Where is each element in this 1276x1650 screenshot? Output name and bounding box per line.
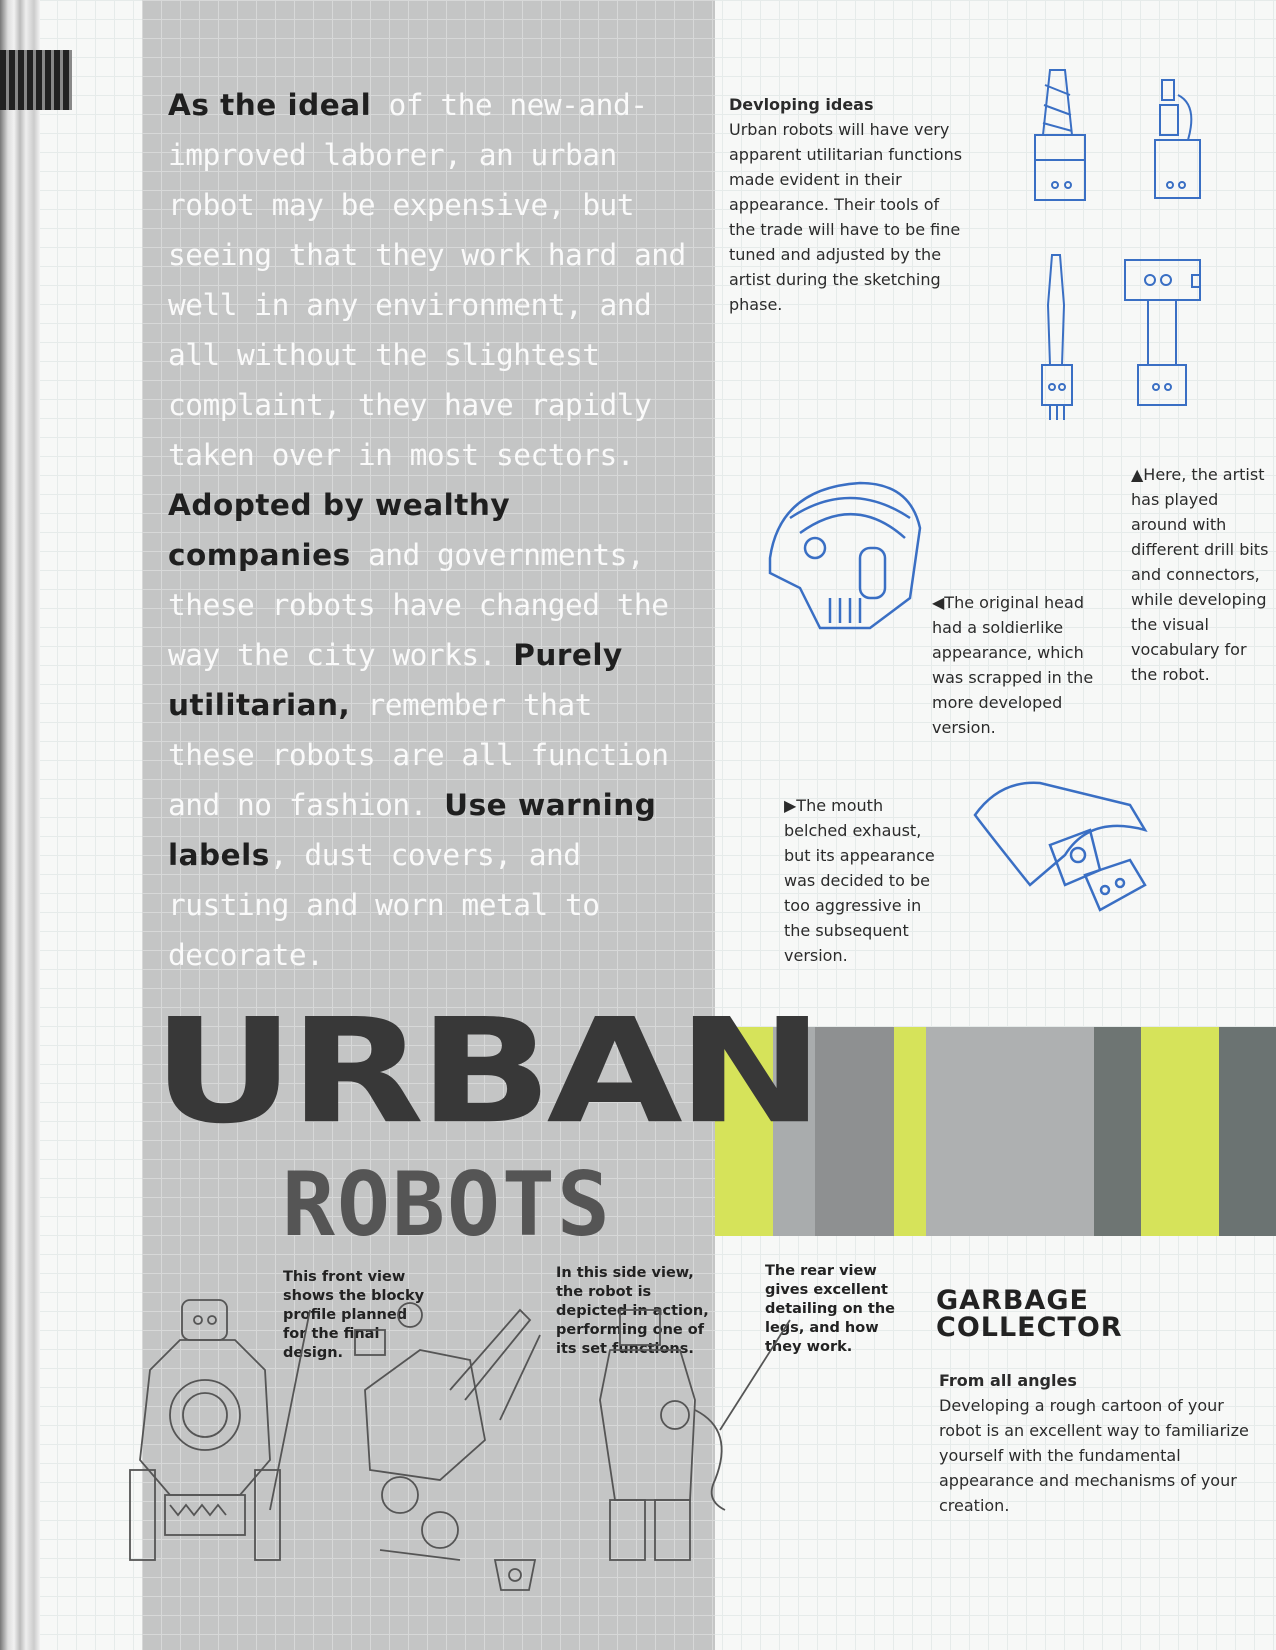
drill-bit-sketches — [1020, 65, 1240, 425]
intro-paragraph — [168, 80, 688, 980]
all-angles-block — [939, 1368, 1269, 1518]
intro-emphasis: As the ideal — [168, 88, 372, 122]
stripe-light-gray-2 — [926, 1027, 1094, 1236]
developing-ideas-block — [729, 92, 969, 317]
stripe-dark-gray-2 — [1219, 1027, 1276, 1236]
drill-caption: ▲Here, the artist has played around with different drill bits and connectors, while developing the visual vocabulary for the robot. — [1131, 465, 1269, 684]
page-edge — [0, 0, 40, 1650]
all-angles-heading: From all angles — [939, 1371, 1077, 1390]
side-view-caption: In this side view, the robot is depicted in action, performing one of its set functions. — [556, 1265, 709, 1357]
developing-ideas-body: Urban robots will have very apparent utilitarian functions made evident in their appearance. Their tools of the trade will have to be fine tuned and adjusted by the artist during the sketching phase. — [729, 120, 963, 314]
soldier-head-sketch — [760, 478, 940, 638]
intro-text: of the new-and-improved laborer, an urban robot may be expensive, but seeing that they work hard and well in any environment, and all without the slightest complaint, they have rapidly taken over in most sectors. — [168, 88, 686, 472]
front-view-caption: This front view shows the blocky profile planned for the final design. — [283, 1269, 425, 1361]
section-title-line1: GARBAGE — [936, 1285, 1089, 1316]
developing-ideas-heading: Devloping ideas — [729, 95, 874, 114]
intro-emphasis: Use warning labels — [168, 788, 657, 872]
stripe-green-3 — [1141, 1027, 1219, 1236]
stripe-dark-gray-1 — [1094, 1027, 1141, 1236]
rear-view-caption: The rear view gives excellent detailing on the legs, and how they work. — [765, 1263, 896, 1355]
all-angles-body: Developing a rough cartoon of your robot is an excellent way to familiarize yourself with the fundamental appearance and mechanisms of your creation. — [939, 1396, 1249, 1515]
section-title — [936, 1287, 1123, 1341]
intro-text: remember that these robots are all function and no fashion. — [168, 688, 669, 822]
stripe-green-2 — [894, 1027, 926, 1236]
head-caption: ◀The original head had a soldierlike appearance, which was scrapped in the more developed version. — [932, 593, 1094, 737]
page-tab-marker — [0, 50, 72, 110]
intro-text: , dust covers, and rusting and worn metal to decorate. — [168, 838, 600, 972]
title-robots: ROBOTS — [282, 1153, 612, 1256]
stripe-mid-gray — [815, 1027, 894, 1236]
intro-text: and governments, these robots have changed the way the city works. — [168, 538, 669, 672]
mouth-caption: ▶The mouth belched exhaust, but its appearance was decided to be too aggressive in the subsequent version. — [784, 796, 935, 965]
mouth-exhaust-sketch — [970, 775, 1170, 925]
intro-emphasis: Adopted by wealthy companies — [168, 488, 511, 572]
section-title-line2: COLLECTOR — [936, 1312, 1123, 1343]
robot-pencil-sketches — [120, 1280, 740, 1630]
title-urban: URBAN — [152, 987, 819, 1156]
intro-emphasis: Purely utilitarian, — [168, 638, 623, 722]
